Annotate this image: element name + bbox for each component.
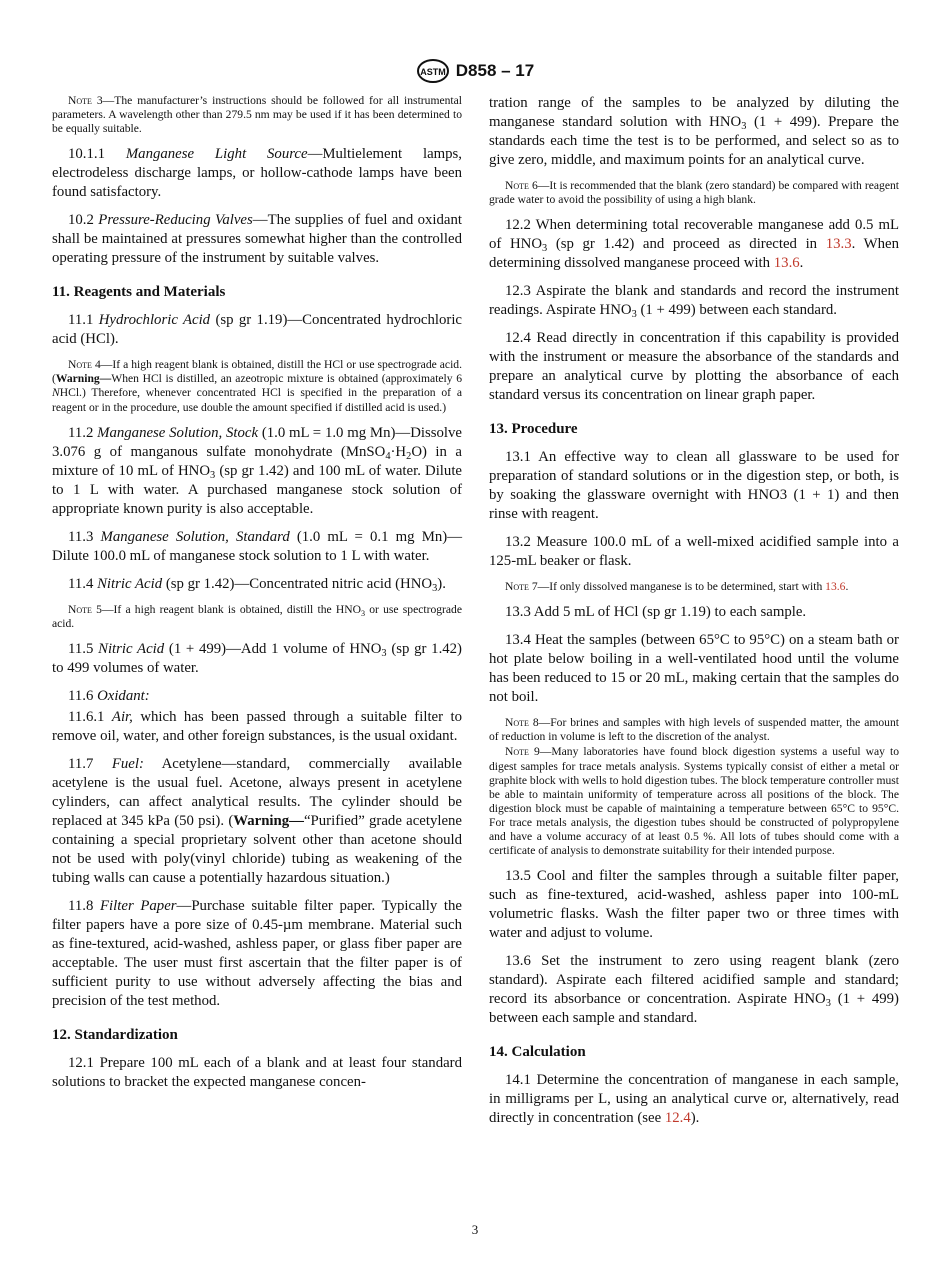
- section-12-1-continued: tration range of the samples to be analyzed by diluting the manganese standard solution with $HNO_3$ (1 + 499). Prepare the standards each time the test is to be performed, and select so as to give zero, middle, and maximum points for an analytical curve.: [489, 95, 899, 168]
- link-13-6-note[interactable]: 13.6: [825, 580, 846, 594]
- section-12-4: 12.4 Read directly in concentration if this capability is provided with the instrument or measure the absorbance of the standards and prepare an analytical curve by plotting the absorbance of each standard versus its concentration on linear graph paper.: [489, 330, 900, 404]
- standard-designation: D858 – 17: [455, 61, 535, 80]
- section-11-1: 11.1 Hydrochloric Acid (sp gr 1.19)—Concentrated hydrochloric acid (HCl).: [52, 312, 463, 348]
- svg-text:ASTM: ASTM: [420, 67, 446, 77]
- section-14-1: 14.1 Determine the concentration of manganese in each sample, in milligrams per L, using an analytical curve or, alternatively, read directly in concentration (see 12.4).: [489, 1072, 899, 1127]
- section-13-4: 13.4 Heat the samples (between 65°C to 95°C) on a steam bath or hot plate below boiling in a well-ventilated hood until the volume has been reduced to 15 or 20 mL, making certain that the samples do not boil.: [489, 632, 899, 706]
- section-12-2: 12.2 When determining total recoverable manganese add 0.5 mL of $HNO_3$ (sp gr 1.42) and proceed as directed in 13.3. When determining dissolved manganese proceed with 13.6.: [489, 217, 899, 272]
- heading-standardization: 12. Standardization: [52, 1026, 178, 1043]
- right-column: [489, 94, 899, 1137]
- note-7: Note 7—If only dissolved manganese is to be determined, start with 13.6.: [505, 580, 849, 594]
- section-10-1-1: 10.1.1 Manganese Light Source—Multielement lamps, electrodeless discharge lamps, or hollow-cathode lamps have been found satisfactory.: [52, 146, 462, 201]
- section-11-6-1: 11.6.1 Air, which has been passed through a suitable filter to remove oil, water, and other foreign substances, is the usual oxidant.: [52, 708, 463, 744]
- section-13-6: 13.6 Set the instrument to zero using reagent blank (zero standard). Aspirate each filtered acidified sample and standard; record its absorbance or concentration. Aspirate $HNO_3$ (1 + 499) between each sample and standard.: [489, 953, 899, 1027]
- page-number: 3: [471, 1222, 479, 1237]
- note-9: Note 9—Many laboratories have found block digestion systems a useful way to digest samples for trace metals analysis. Systems typically consist of either a metal or graphite block with wells to hold digestion tubes. The block temperature controller must be able to maintain uniformity of temperature across all positions of the block. The digestion block must be capable of maintaining a temperature between 65°C to 95°C. For trace metals analysis, the digestion tubes should be constructed of polypropylene and have a volume accuracy of at least 0.5 %. All lots of tubes should come with a certificate of analysis to demonstrate suitability for their intended purpose.: [489, 745, 899, 858]
- section-11-7: 11.7 Fuel: Acetylene—standard, commercially available acetylene is the usual fuel. Acetone, always present in acetylene cylinders, can affect analytical results. The cylinder should be replaced at 345 kPa (50 psi). (Warning—“Purified” grade acetylene containing a special proprietary solvent other than acetone should not be used with poly(vinyl chloride) tubing as weakening of the tubing walls can cause a potentially hazardous situation.): [52, 755, 462, 886]
- section-11-4: 11.4 Nitric Acid (sp gr 1.42)—Concentrated nitric acid $(HNO_3)$.: [68, 575, 446, 594]
- note-5: Note 5—If a high reagent blank is obtained, distill the $HNO_3$ or use spectrograde acid.: [52, 602, 462, 630]
- link-13-3[interactable]: 13.3: [825, 236, 852, 253]
- link-12-4[interactable]: 12.4: [664, 1110, 691, 1127]
- section-11-5: 11.5 Nitric Acid (1 + 499)—Add 1 volume of $HNO_3$ (sp gr 1.42) to 499 volumes of water.: [52, 640, 462, 676]
- note-6: Note 6—It is recommended that the blank (zero standard) be compared with reagent grade water to avoid the possibility of using a high blank.: [489, 179, 900, 207]
- heading-reagents: 11. Reagents and Materials: [52, 284, 226, 301]
- note-3: Note 3—The manufacturer’s instructions should be followed for all instrumental parameters. A wavelength other than 279.5 nm may be used if it has been determined to be equally suitable.: [52, 94, 462, 136]
- section-12-3: 12.3 Aspirate the blank and standards and record the instrument readings. Aspirate $HNO_3$ (1 + 499) between each standard.: [489, 283, 899, 321]
- heading-calculation: 14. Calculation: [489, 1044, 586, 1061]
- section-11-3: 11.3 Manganese Solution, Standard (1.0 mL = 0.1 mg Mn)—Dilute 100.0 mL of manganese stock solution to 1 L with water.: [52, 528, 462, 564]
- section-13-1: 13.1 An effective way to clean all glassware to be used for preparation of standard solutions or in the digestion step, or both, is by soaking the glassware overnight with HNO3 (1 + 1) and then rinse with reagent.: [489, 449, 899, 523]
- astm-logo: [416, 58, 450, 84]
- section-12-1: 12.1 Prepare 100 mL each of a blank and at least four standard solutions to bracket the expected manganese concen-: [52, 1054, 462, 1090]
- section-13-2: 13.2 Measure 100.0 mL of a well-mixed acidified sample into a 125-mL beaker or flask.: [489, 534, 899, 570]
- section-13-5: 13.5 Cool and filter the samples through a suitable filter paper, such as fine-textured, acid-washed, ashless paper into 100-mL volumetric flasks. Wash the filter paper two or three times with water and adjust to volume.: [489, 868, 899, 942]
- section-10-2: 10.2 Pressure-Reducing Valves—The supplies of fuel and oxidant shall be maintained at pressures somewhat higher than the controlled operating pressure of the instrument by suitable valves.: [52, 212, 462, 267]
- note-8: Note 8—For brines and samples with high levels of suspended matter, the amount of reduction in volume is left to the discretion of the analyst.: [489, 716, 900, 744]
- section-11-2: 11.2 Manganese Solution, Stock (1.0 mL = 1.0 mg Mn)—Dissolve 3.076 g of manganous sulfate monohydrate $(MnSO_4\cdot H_2O)$ in a mixture of 10 mL of $HNO_3$ (sp gr 1.42) and 100 mL of water. Dilute to 1 L with water. A purchased manganese stock solution of appropriate known purity is also acceptable.: [52, 424, 462, 517]
- section-11-8: 11.8 Filter Paper—Purchase suitable filter paper. Typically the filter papers have a pore size of 0.45-µm membrane. Material such as fine-textured, acid-washed, ashless paper, or glass fiber paper are acceptable. The user must first ascertain that the filter paper is of sufficient purity to use without adversely affecting the bias and precision of the test method.: [52, 897, 462, 1009]
- left-column: [52, 94, 462, 1101]
- section-13-3: 13.3 Add 5 mL of HCl (sp gr 1.19) to each sample.: [505, 604, 807, 621]
- note-4: Note 4—If a high reagent blank is obtained, distill the HCl or use spectrograde acid. (Warning—When HCl is distilled, an azeotropic mixture is obtained (approximately 6 NHCl.) Therefore, whenever concentrated HCl is specified in the preparation of a reagent or in the procedure, use double the amount specified if distilled acid is used.): [52, 358, 462, 414]
- link-13-6[interactable]: 13.6: [773, 255, 800, 272]
- heading-procedure: 13. Procedure: [489, 421, 578, 438]
- section-11-6: 11.6 Oxidant:: [68, 687, 150, 704]
- page-header: [0, 58, 950, 84]
